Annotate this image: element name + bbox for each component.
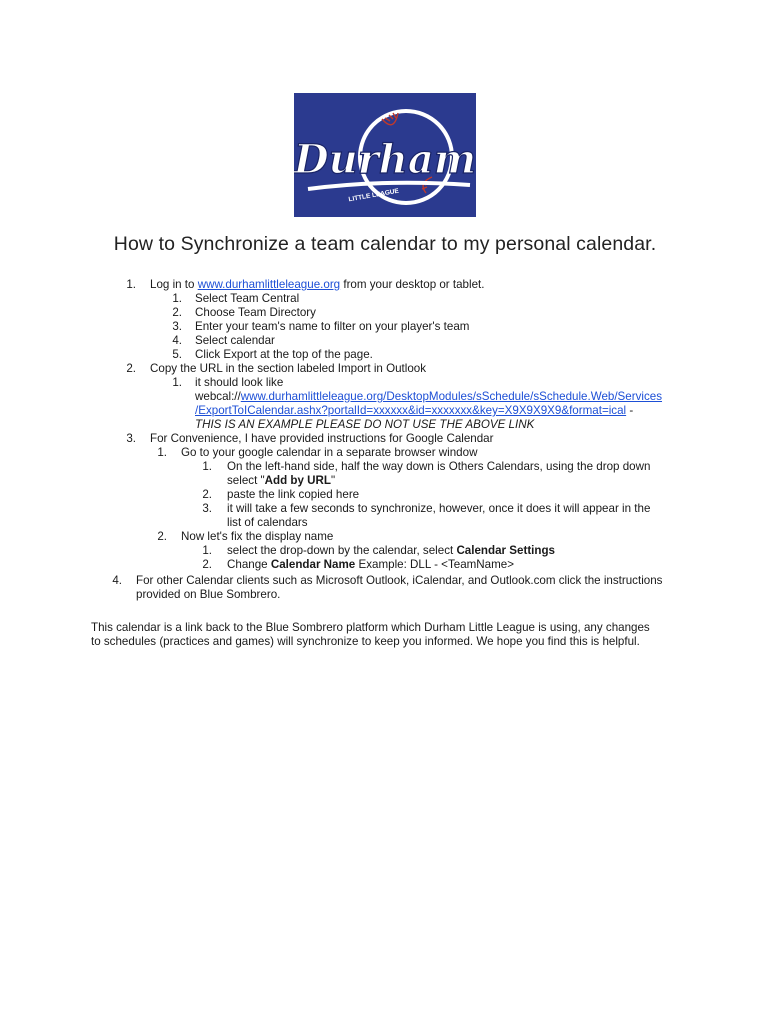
step-1-3-number: 3. [172,320,182,333]
step-3-2-2-text [227,558,514,572]
logo-name: Durham [294,136,476,183]
step-3-2-number: 2. [157,530,167,543]
step-3-1-2-text: paste the link copied here [227,488,360,501]
step-3-2-2-number: 2. [202,558,212,571]
step-1-2-number: 2. [172,306,182,319]
step-1-2-text: Choose Team Directory [195,306,316,319]
calendar-settings-pre: select the drop-down by the calendar, select [227,544,457,557]
step-2-number: 2. [126,362,136,375]
step-3-1-2-number: 2. [202,488,212,501]
add-by-url-post: " [330,474,336,487]
calendar-settings-label: Calendar Settings [456,544,556,557]
step-1-1-text: Select Team Central [195,292,300,305]
add-by-url-label: Add by URL [264,474,331,487]
step-1-4-number: 4. [172,334,182,347]
step-3-2-1-number: 1. [202,544,212,557]
step-1-text [150,278,484,292]
step-3-number: 3. [126,432,136,445]
step-2-1-number: 1. [172,376,182,389]
step-1-5-number: 5. [172,348,182,361]
step-1-4-text: Select calendar [195,334,275,347]
step-2-text: Copy the URL in the section labeled Import in Outlook [150,362,427,375]
step-3-2-text: Now let's fix the display name [181,530,334,543]
step-3-2-1-text [227,544,555,558]
step-3-1-3-line-1: it will take a few seconds to synchronize, however, once it does it will appear in the [227,502,651,515]
example-url-link-1[interactable]: www.durhamlittleleague.org/DesktopModules/sSchedule/sSchedule.Web/Services [240,390,663,403]
example-url-line-2 [195,404,633,418]
durham-link[interactable]: www.durhamlittleleague.org [197,278,341,291]
step-4-number: 4. [112,574,122,587]
footer-line-2: to schedules (practices and games) will synchronize to keep you informed. We hope you find this is helpful. [91,635,640,648]
step-3-1-1-number: 1. [202,460,212,473]
step-1-pre: Log in to [150,278,198,291]
step-3-1-number: 1. [157,446,167,459]
step-3-1-text: Go to your google calendar in a separate browser window [181,446,478,459]
calendar-name-pre: Change [227,558,271,571]
add-by-url-pre: select " [227,474,265,487]
step-4-line-2: provided on Blue Sombrero. [136,588,281,601]
step-2-1-text: it should look like [195,376,284,389]
calendar-name-label: Calendar Name [270,558,356,571]
step-3-1-3-number: 3. [202,502,212,515]
durham-little-league-logo [294,93,476,217]
step-1-5-text: Click Export at the top of the page. [195,348,373,361]
example-url-link-2[interactable]: /ExportToICalendar.ashx?portalId=xxxxxx&id=xxxxxxx&key=X9X9X9X9&format=ical [195,404,627,417]
step-3-1-1-line-2 [227,474,335,488]
step-4-line-1: For other Calendar clients such as Microsoft Outlook, iCalendar, and Outlook.com click the instructions [136,574,663,587]
step-3-1-1-line-1: On the left-hand side, half the way down is Others Calendars, using the drop down [227,460,651,473]
example-url-line-1 [195,390,662,404]
step-3-1-3-line-2: list of calendars [227,516,308,529]
step-1-number: 1. [126,278,136,291]
example-warning: THIS IS AN EXAMPLE PLEASE DO NOT USE THE ABOVE LINK [195,418,535,431]
step-3-text: For Convenience, I have provided instructions for Google Calendar [150,432,494,445]
url-prefix: webcal:// [195,390,241,403]
step-1-post: from your desktop or tablet. [340,278,485,291]
url-suffix: - [626,404,634,417]
page-title: How to Synchronize a team calendar to my personal calendar. [113,233,657,255]
calendar-name-example: Example: DLL - <TeamName> [355,558,514,571]
step-1-3-text: Enter your team's name to filter on your player's team [195,320,470,333]
step-1-1-number: 1. [172,292,182,305]
footer-line-1: This calendar is a link back to the Blue Sombrero platform which Durham Little League is using, any changes [91,621,650,634]
logo-subtitle: LITTLE LEAGUE [348,187,400,204]
